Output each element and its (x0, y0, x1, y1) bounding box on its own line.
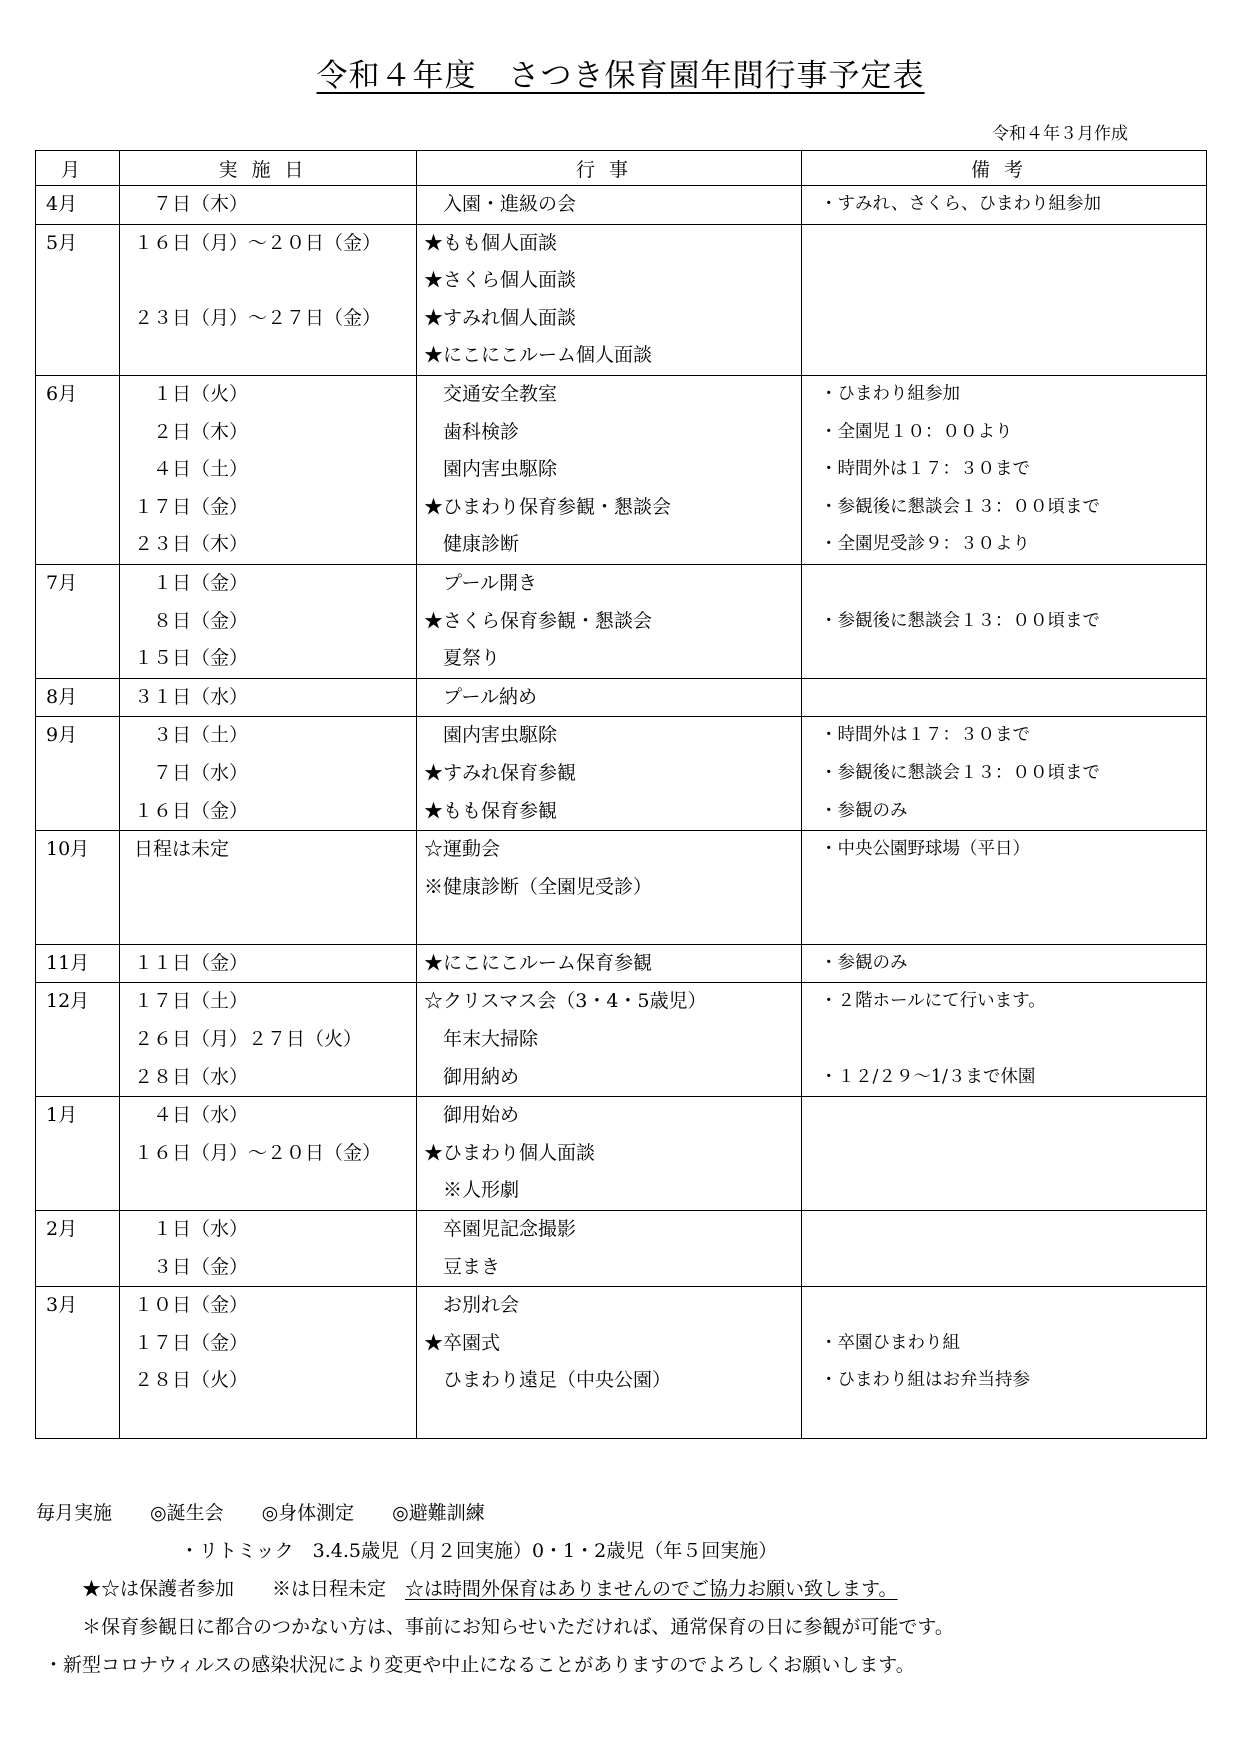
note-cell-line: ・ひまわり組はお弁当持参 (820, 1370, 1030, 1391)
date-cell-line (120, 262, 416, 300)
month-label: 2月 (46, 1218, 78, 1241)
month-label: 4月 (46, 193, 78, 215)
note-cell-line: ・２階ホールにて行います。 (820, 991, 1046, 1012)
event-cell-line: お別れ会 (424, 1294, 520, 1317)
date-cell-line: ２３日（木） (134, 533, 249, 556)
note-cell-line (802, 1287, 1206, 1325)
header-row (36, 151, 1207, 186)
table-row (36, 186, 1207, 225)
event-cell (417, 375, 802, 564)
table-row (36, 944, 1207, 983)
note-cell-line: ・参観のみ (820, 952, 908, 973)
date-cell-line: １０日（金） (134, 1294, 249, 1317)
note-cell (802, 186, 1207, 225)
month-label: 7月 (46, 571, 78, 594)
month-cell (36, 1211, 120, 1287)
note-cell-line (802, 679, 1206, 717)
event-cell-line: 入園・進級の会 (424, 193, 577, 215)
date-cell-line: １５日（金） (134, 647, 249, 670)
month-label: 3月 (46, 1294, 78, 1317)
date-cell-line: 日程は未定 (134, 838, 230, 861)
note-cell-line (802, 300, 1206, 338)
legend-underlined: ☆は時間外保育はありませんのでご協力お願い致します。 (405, 1578, 898, 1600)
note-cell-line (802, 906, 1206, 944)
date-cell-line: １７日（金） (134, 495, 249, 518)
date-cell-line: ４日（土） (134, 458, 249, 481)
note-cell (802, 831, 1207, 945)
date-cell-line (120, 1172, 416, 1210)
event-cell-line: ※人形劇 (424, 1179, 520, 1202)
note-cell-line: ・参観後に懇談会１３：００頃まで (820, 496, 1100, 517)
month-cell (36, 983, 120, 1097)
table-row (36, 831, 1207, 945)
footer-note-1: ＊保育参観日に都合のつかない方は、事前にお知らせいただければ、通常保育の日に参観が可能です。 (82, 1616, 954, 1638)
month-cell (36, 224, 120, 375)
event-cell-line: ★ひまわり個人面談 (424, 1141, 596, 1164)
event-cell-line: ★ひまわり保育参観・懇談会 (424, 495, 672, 518)
event-cell-line: ★すみれ保育参観 (424, 761, 577, 784)
event-cell-line: 卒園児記念撮影 (424, 1218, 577, 1241)
event-cell-line: ※健康診断（全園児受診） (424, 875, 653, 898)
note-cell (802, 717, 1207, 831)
footer-note-2: ・新型コロナウィルスの感染状況により変更や中止になることがありますのでよろしくお願いします。 (44, 1654, 915, 1676)
table-row (36, 678, 1207, 717)
date-cell-line: ２８日（水） (134, 1065, 249, 1088)
note-cell-line (802, 1400, 1206, 1438)
header-date: 実施日 (120, 151, 417, 186)
note-cell (802, 1287, 1207, 1438)
date-cell-line: ３１日（水） (134, 685, 249, 708)
event-cell-line: ★もも保育参観 (424, 799, 558, 822)
note-cell-line (802, 1211, 1206, 1249)
date-cell-line: ３日（金） (134, 1255, 249, 1278)
date-cell-line (120, 337, 416, 375)
note-cell (802, 1211, 1207, 1287)
note-cell-line: ・卒園ひまわり組 (820, 1332, 960, 1353)
table-row (36, 564, 1207, 678)
date-cell-line: １日（金） (134, 571, 249, 594)
event-cell (417, 564, 802, 678)
date-cell-line: １７日（土） (134, 990, 249, 1013)
note-cell-line: ・ひまわり組参加 (820, 383, 960, 404)
header-note: 備考 (802, 151, 1207, 186)
date-cell-line: １日（水） (134, 1218, 249, 1241)
note-cell-line (802, 1172, 1206, 1210)
date-cell (120, 983, 417, 1097)
date-cell-line: ４日（水） (134, 1104, 249, 1127)
event-cell-line: ★卒園式 (424, 1331, 501, 1354)
note-cell-line: ・参観後に懇談会１３：００頃まで (820, 762, 1100, 783)
note-cell-line (802, 640, 1206, 678)
date-cell (120, 224, 417, 375)
schedule-table (35, 150, 1207, 1439)
note-cell-line: ・すみれ、さくら、ひまわり組参加 (820, 194, 1102, 214)
event-cell-line: 園内害虫駆除 (424, 724, 558, 747)
note-cell-line (802, 869, 1206, 907)
date-cell-line: ２日（木） (134, 420, 249, 443)
date-cell (120, 831, 417, 945)
month-label: 9月 (46, 724, 78, 747)
month-label: 10月 (46, 838, 90, 861)
footer-monthly: 毎月実施 ◎誕生会 ◎身体測定 ◎避難訓練 (36, 1502, 485, 1524)
date-cell (120, 1211, 417, 1287)
event-cell-line: プール納め (424, 685, 538, 708)
event-cell (417, 678, 802, 717)
month-cell (36, 1097, 120, 1211)
month-label: 12月 (46, 990, 90, 1013)
note-cell-line: ・全園児１０：００より (820, 421, 1013, 442)
header-event: 行事 (417, 151, 802, 186)
event-cell-line: ☆クリスマス会（3・4・5歳児） (424, 990, 707, 1013)
date-cell (120, 1287, 417, 1438)
month-label: 11月 (46, 951, 90, 974)
footer-legend (82, 1574, 898, 1601)
event-cell-line: 交通安全教室 (424, 382, 558, 405)
note-cell-line: ・全園児受診９：３０より (820, 534, 1030, 555)
note-cell (802, 375, 1207, 564)
table-row (36, 1097, 1207, 1211)
month-label: 5月 (46, 231, 78, 254)
note-cell-line (802, 225, 1206, 263)
event-cell (417, 983, 802, 1097)
date-cell-line: ３日（土） (134, 724, 249, 747)
date-cell (120, 1097, 417, 1211)
legend-text: ★☆は保護者参加 ※は日程未定 (82, 1578, 387, 1600)
event-cell-line: ★もも個人面談 (424, 231, 558, 254)
month-label: 1月 (46, 1104, 78, 1127)
date-cell-line: ２６日（月）２７日（火） (134, 1028, 363, 1051)
event-cell-line: ひまわり遠足（中央公園） (424, 1369, 672, 1392)
note-cell-line: ・１２/２９～1/３まで休園 (820, 1066, 1036, 1087)
note-cell (802, 564, 1207, 678)
event-cell-line: 御用納め (424, 1065, 520, 1088)
event-cell (417, 944, 802, 983)
date-cell-line: ７日（水） (134, 761, 249, 784)
date-cell-line: １７日（金） (134, 1331, 249, 1354)
note-cell (802, 983, 1207, 1097)
note-cell-line (802, 262, 1206, 300)
month-cell (36, 375, 120, 564)
created-date: 令和４年３月作成 (992, 124, 1128, 144)
table-row (36, 1287, 1207, 1438)
event-cell (417, 1211, 802, 1287)
event-cell-line: 健康診断 (424, 533, 520, 556)
note-cell (802, 1097, 1207, 1211)
event-cell (417, 224, 802, 375)
note-cell-line (802, 565, 1206, 603)
event-cell-line: ★すみれ個人面談 (424, 306, 577, 329)
note-cell (802, 224, 1207, 375)
table-row (36, 1211, 1207, 1287)
date-cell-line: ７日（木） (134, 193, 249, 215)
date-cell (120, 186, 417, 225)
page-title: 令和４年度 さつき保育園年間行事予定表 (316, 58, 925, 94)
event-cell-line: 御用始め (424, 1104, 520, 1127)
note-cell-line: ・参観のみ (820, 800, 908, 821)
event-cell (417, 717, 802, 831)
event-cell-line: 歯科検診 (424, 420, 520, 443)
note-cell-line (802, 1097, 1206, 1135)
date-cell (120, 375, 417, 564)
event-cell-line: 豆まき (424, 1255, 501, 1278)
month-cell (36, 944, 120, 983)
date-cell (120, 678, 417, 717)
event-cell-line (417, 1400, 801, 1438)
month-label: 8月 (46, 685, 78, 708)
event-cell-line: ★さくら保育参観・懇談会 (424, 609, 653, 632)
event-cell-line: ★にこにこルーム保育参観 (424, 951, 653, 974)
month-cell (36, 717, 120, 831)
event-cell (417, 1097, 802, 1211)
month-label: 6月 (46, 382, 78, 405)
note-cell-line (802, 1249, 1206, 1287)
event-cell (417, 831, 802, 945)
note-cell-line (802, 1135, 1206, 1173)
note-cell (802, 944, 1207, 983)
date-cell (120, 717, 417, 831)
event-cell-line: ★にこにこルーム個人面談 (424, 344, 653, 367)
table-row (36, 224, 1207, 375)
date-cell-line: １６日（月）～２０日（金） (134, 231, 382, 254)
date-cell-line: １１日（金） (134, 951, 249, 974)
schedule-body (36, 186, 1207, 1439)
date-cell (120, 564, 417, 678)
note-cell-line (802, 1021, 1206, 1059)
date-cell (120, 944, 417, 983)
event-cell-line: 年末大掃除 (424, 1028, 539, 1051)
note-cell-line (802, 337, 1206, 375)
event-cell-line: 夏祭り (424, 647, 501, 670)
date-cell-line: １日（火） (134, 382, 249, 405)
table-row (36, 983, 1207, 1097)
month-cell (36, 564, 120, 678)
date-cell-line: １６日（金） (134, 799, 249, 822)
table-row (36, 375, 1207, 564)
date-cell-line: ８日（金） (134, 609, 249, 632)
footer-rhythmic: ・リトミック 3.4.5歳児（月２回実施）0・1・2歳児（年５回実施） (180, 1540, 778, 1562)
note-cell-line: ・時間外は１７：３０まで (820, 459, 1030, 480)
event-cell-line (417, 906, 801, 944)
month-cell (36, 678, 120, 717)
event-cell-line: ★さくら個人面談 (424, 269, 577, 292)
month-cell (36, 831, 120, 945)
event-cell-line: プール開き (424, 571, 538, 594)
month-cell (36, 186, 120, 225)
event-cell (417, 186, 802, 225)
date-cell-line (120, 1400, 416, 1438)
date-cell-line: ２３日（月）～２７日（金） (134, 306, 382, 329)
date-cell-line (120, 906, 416, 944)
event-cell-line: 園内害虫駆除 (424, 458, 558, 481)
date-cell-line (120, 869, 416, 907)
note-cell-line: ・中央公園野球場（平日） (820, 839, 1030, 860)
note-cell-line: ・参観後に懇談会１３：００頃まで (820, 610, 1100, 631)
table-row (36, 717, 1207, 831)
month-cell (36, 1287, 120, 1438)
date-cell-line: ２８日（火） (134, 1369, 249, 1392)
header-month: 月 (36, 151, 120, 186)
note-cell (802, 678, 1207, 717)
note-cell-line: ・時間外は１７：３０まで (820, 725, 1030, 746)
event-cell-line: ☆運動会 (424, 838, 501, 861)
date-cell-line: １６日（月）～２０日（金） (134, 1141, 382, 1164)
event-cell (417, 1287, 802, 1438)
